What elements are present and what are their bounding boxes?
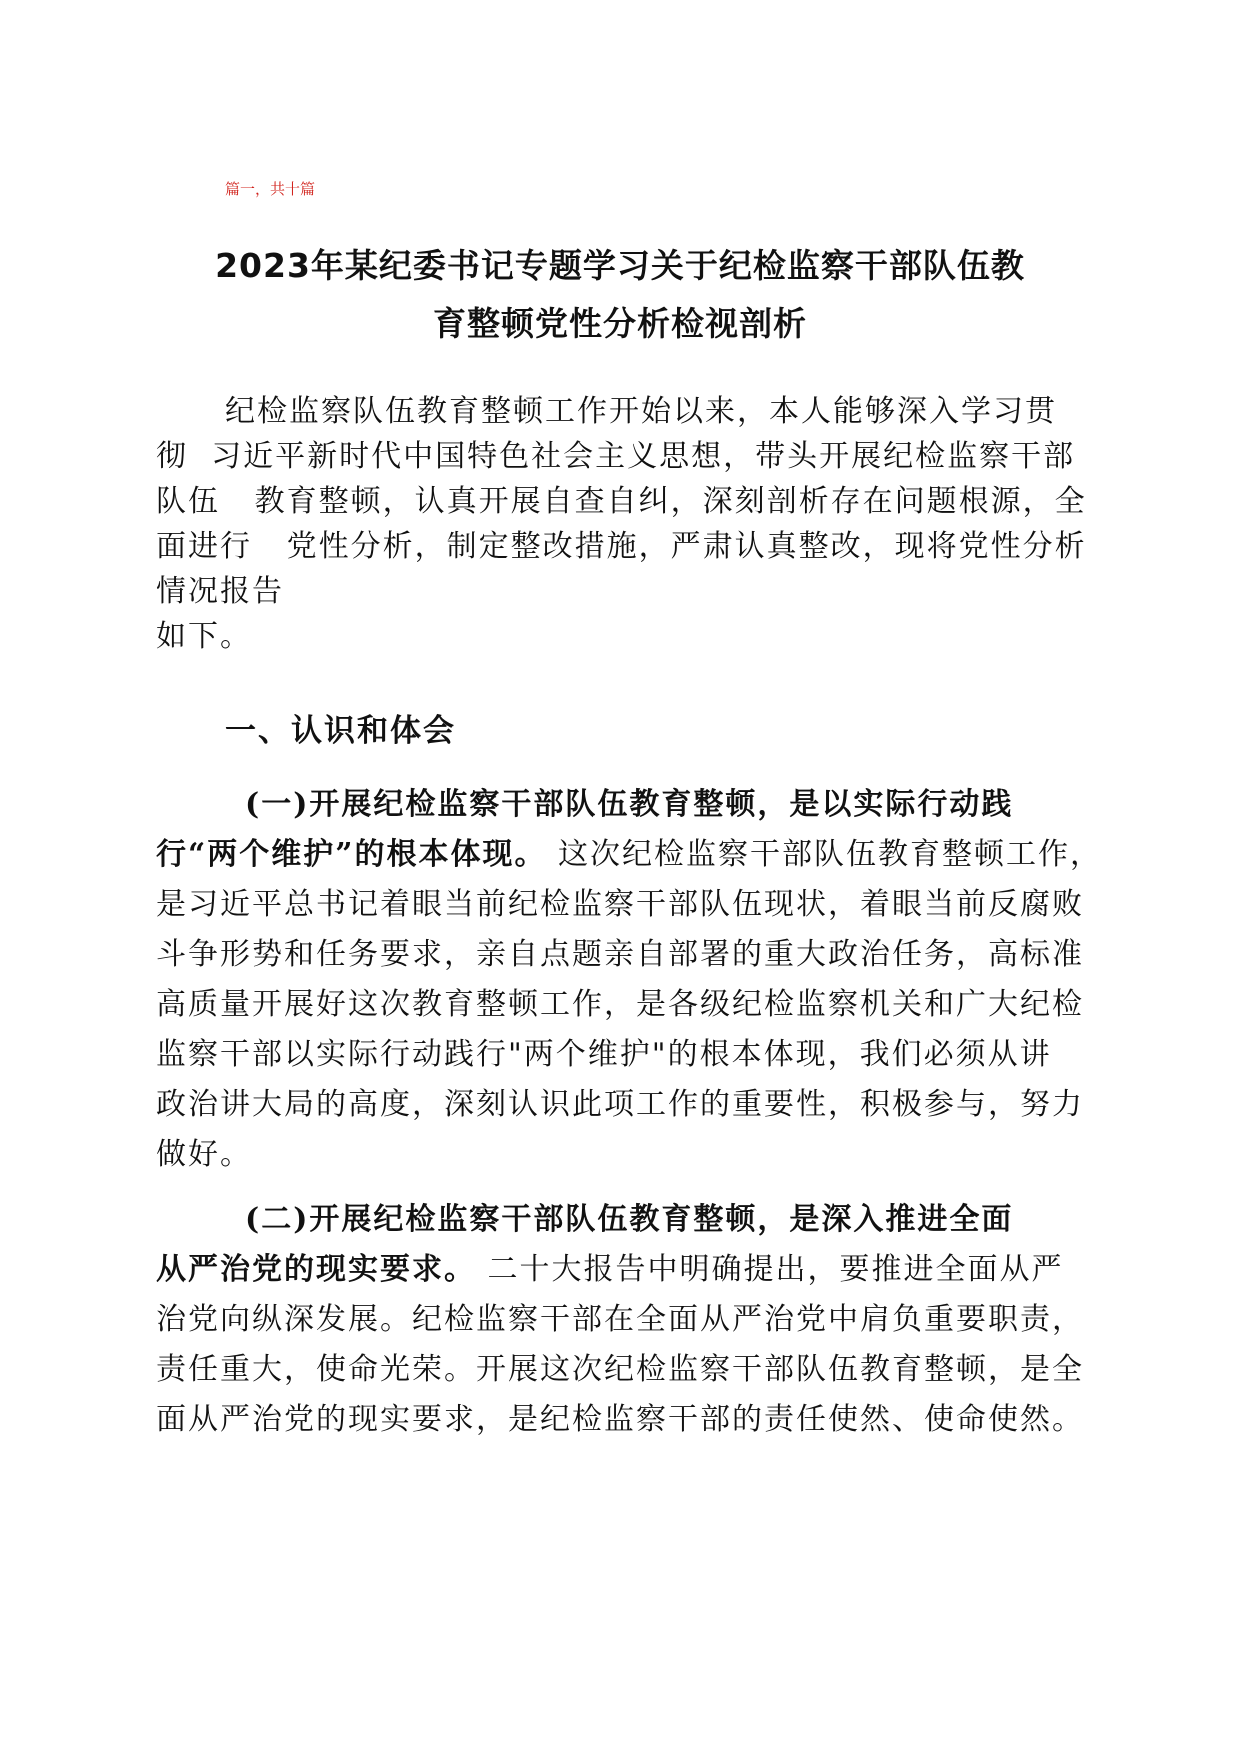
item1-line-3: 是习近平总书记着眼当前纪检监察干部队伍现状，着眼当前反腐败: [156, 887, 1084, 922]
item1-heading-line-2: 行“两个维护”的根本体现。: [156, 837, 547, 872]
intro-line-4: 面进行 党性分析，制定整改措施，严肃认真整改，现将党性分析: [156, 529, 1087, 564]
item1-line-7: 政治讲大局的高度，深刻认识此项工作的重要性，积极参与，努力: [156, 1087, 1084, 1122]
item1-line-8: 做好。: [156, 1137, 252, 1172]
item2-heading-line-1: (二)开展纪检监察干部队伍教育整顿，是深入推进全面: [245, 1202, 1014, 1237]
section-heading: 一、认识和体会: [225, 713, 456, 749]
series-label: 篇一，共十篇: [225, 180, 316, 198]
item1-line-5: 高质量开展好这次教育整顿工作，是各级纪检监察机关和广大纪检: [156, 987, 1084, 1022]
item2-line-5: 面从严治党的现实要求，是纪检监察干部的责任使然、使命使然。: [156, 1402, 1084, 1437]
item1-line-4: 斗争形势和任务要求，亲自点题亲自部署的重大政治任务，高标准: [156, 937, 1084, 972]
document-title-line-1: 2023年某纪委书记专题学习关于纪检监察干部队伍教: [215, 246, 1025, 285]
item2-line-2: [156, 1250, 1064, 1290]
item2-line-3: 治党向纵深发展。纪检监察干部在全面从严治党中肩负重要职责，: [156, 1302, 1084, 1337]
item1-line-6: 监察干部以实际行动践行"两个维护"的根本体现，我们必须从讲: [156, 1037, 1052, 1072]
item1-line-2: [156, 835, 1102, 875]
intro-line-3: 队伍 教育整顿，认真开展自查自纠，深刻剖析存在问题根源，全: [156, 484, 1087, 519]
item1-line-2-text: 这次纪检监察干部队伍教育整顿工作，: [546, 837, 1103, 872]
intro-line-1: 纪检监察队伍教育整顿工作开始以来，本人能够深入学习贯: [225, 394, 1057, 429]
document-title-line-2: 育整顿党性分析检视剖析: [433, 304, 807, 343]
item2-line-2-text: 二十大报告中明确提出，要推进全面从严: [476, 1252, 1064, 1287]
item1-heading-line-1: (一)开展纪检监察干部队伍教育整顿，是以实际行动践: [245, 787, 1014, 822]
intro-line-2: 彻 习近平新时代中国特色社会主义思想，带头开展纪检监察干部: [156, 439, 1076, 474]
intro-line-5: 情况报告: [156, 574, 284, 609]
item2-heading-line-2: 从严治党的现实要求。: [156, 1252, 476, 1287]
item2-line-4: 责任重大，使命光荣。开展这次纪检监察干部队伍教育整顿，是全: [156, 1352, 1084, 1387]
intro-line-6: 如下。: [156, 619, 252, 654]
